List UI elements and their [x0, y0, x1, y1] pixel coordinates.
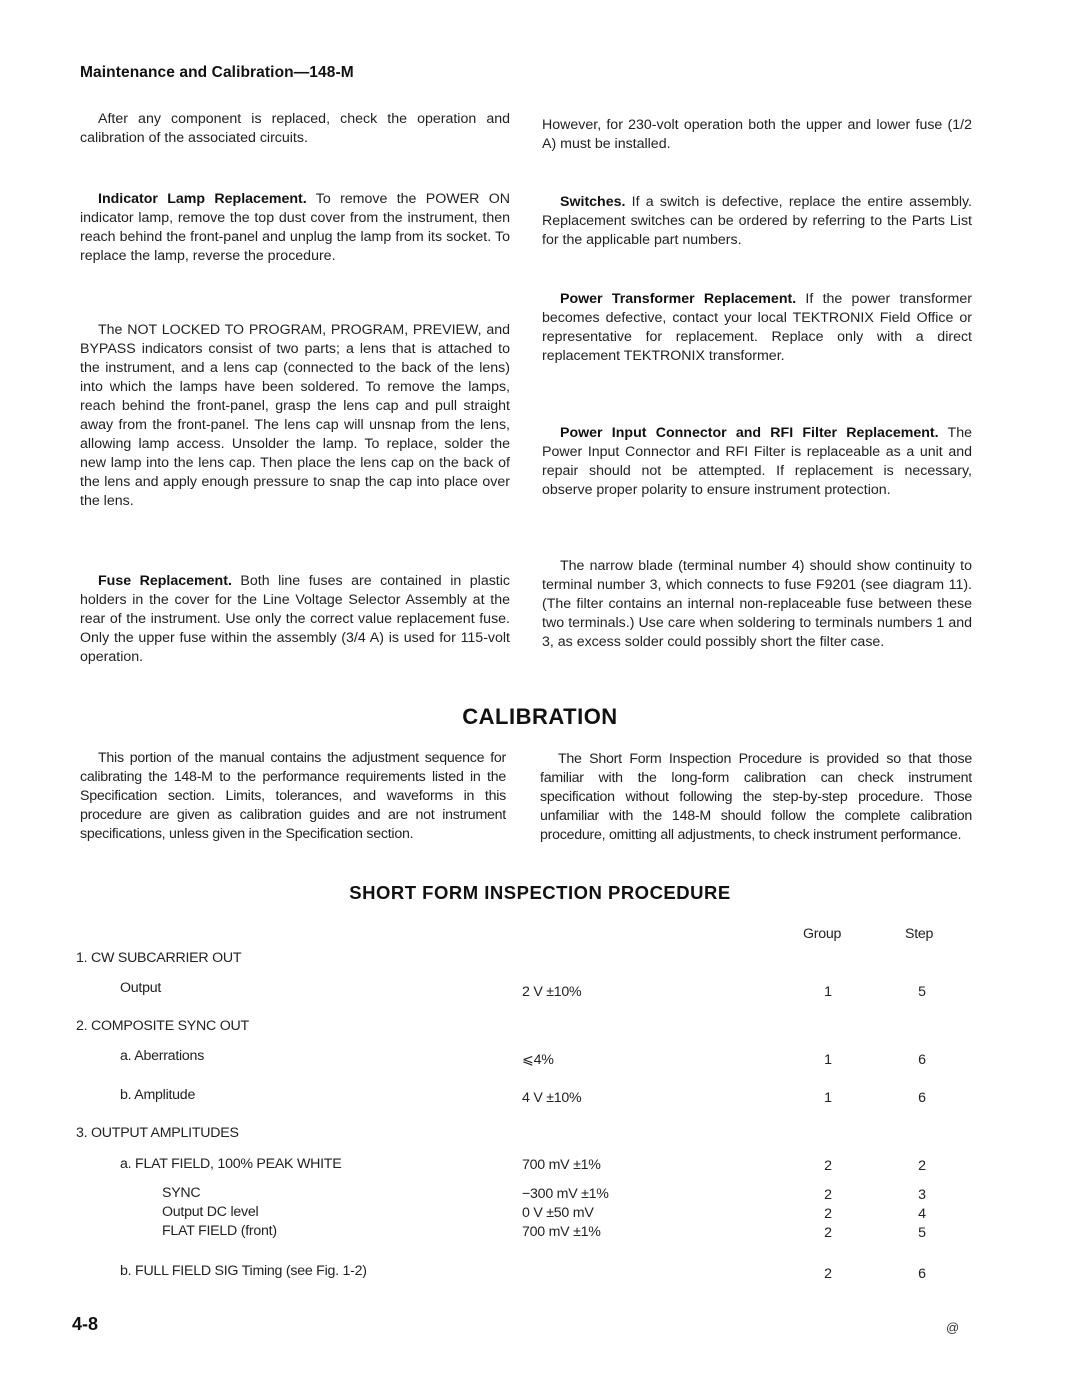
- paragraph-text: However, for 230-volt operation both the upper and lower fuse (1/2 A) must be installed.: [542, 117, 972, 152]
- paragraph-text: The Power Input Connector and RFI Filter is replaceable as a unit and repair should not be attempted. If replacement is necessary, observe proper polarity to ensure instrument protection.: [542, 425, 972, 498]
- paragraph-short-form-intro: [540, 750, 972, 845]
- row-step: 5: [918, 984, 926, 1000]
- paragraph-text: To remove the POWER ON indicator lamp, remove the top dust cover from the instrument, then reach behind the front-panel and unplug the lamp from its socket. To replace the lamp, reverse the procedure.: [80, 191, 510, 264]
- table-row: [0, 1125, 1080, 1143]
- row-spec: −300 mV ±1%: [522, 1186, 609, 1202]
- paragraph-lead: Switches.: [560, 194, 626, 210]
- paragraph-body: [80, 190, 510, 266]
- row-label: Output: [120, 980, 162, 996]
- paragraph-intro: [80, 110, 510, 148]
- row-spec: ⩽4%: [522, 1052, 554, 1068]
- paragraph-lead: Power Input Connector and RFI Filter Replacement.: [560, 425, 939, 441]
- paragraph-text: If a switch is defective, replace the entire assembly. Replacement switches can be ordered by referring to the Parts List for the applicable part numbers.: [542, 194, 972, 248]
- row-label: SYNC: [162, 1185, 201, 1201]
- paragraph-calibration-intro: [80, 749, 506, 844]
- row-group: 2: [824, 1158, 832, 1174]
- paragraph-power-transformer: [542, 290, 972, 366]
- row-step: 4: [918, 1206, 926, 1222]
- running-head: Maintenance and Calibration—148-M: [80, 64, 354, 81]
- paragraph-lead: Fuse Replacement.: [98, 573, 232, 589]
- row-spec: 700 mV ±1%: [522, 1157, 601, 1173]
- paragraph-lead: Power Transformer Replacement.: [560, 291, 797, 307]
- row-step: 2: [918, 1158, 926, 1174]
- table-row: [0, 1048, 1080, 1066]
- row-step: 3: [918, 1187, 926, 1203]
- row-group: 2: [824, 1266, 832, 1282]
- row-spec: 2 V ±10%: [522, 984, 582, 1000]
- row-label: b. FULL FIELD SIG Timing (see Fig. 1-2): [120, 1263, 367, 1279]
- table-row: [0, 1018, 1080, 1036]
- row-group: 2: [824, 1206, 832, 1222]
- row-label: 2. COMPOSITE SYNC OUT: [76, 1018, 249, 1034]
- paragraph-fuse-continued: [542, 116, 972, 154]
- row-group: 2: [824, 1225, 832, 1241]
- paragraph-text: The Short Form Inspection Procedure is provided so that those familiar with the long-form calibration can check instrument specification without following the step-by-step procedure. Those unfamiliar with the 148-M should follow the complete calibration procedure, omitting all adjustments, to check instrument performance.: [540, 751, 972, 843]
- table-row: [0, 1263, 1080, 1281]
- paragraph-text: If the power transformer becomes defective, contact your local TEKTRONIX Field Office or representative for replacement. Replace only with a direct replacement TEKTRONIX transformer.: [542, 291, 972, 364]
- table-row: [0, 1204, 1080, 1222]
- paragraph-lead: Indicator Lamp Replacement.: [98, 191, 307, 207]
- page-number: 4-8: [72, 1314, 99, 1334]
- table-row: [0, 980, 1080, 998]
- table-row: [0, 950, 1080, 968]
- row-label: 1. CW SUBCARRIER OUT: [76, 950, 242, 966]
- table-row: [0, 1156, 1080, 1174]
- paragraph-text: After any component is replaced, check the operation and calibration of the associated circuits.: [80, 111, 510, 146]
- row-group: 1: [824, 984, 832, 1000]
- paragraph-switches: [542, 193, 972, 250]
- paragraph-text: The narrow blade (terminal number 4) should show continuity to terminal number 3, which connects to fuse F9201 (see diagram 11). (The filter contains an internal non-replaceable fuse between these two terminals.) Use care when soldering to terminals numbers 1 and 3, as excess solder could possibly short the filter case.: [542, 558, 972, 650]
- paragraph-text: Both line fuses are contained in plastic holders in the cover for the Line Voltage Selector Assembly at the rear of the instrument. Use only the correct value replacement fuse. Only the upper fuse within the assembly (3/4 A) is used for 115-volt operation.: [80, 573, 510, 665]
- paragraph-rfi-filter: [542, 424, 972, 500]
- paragraph-body: [542, 193, 972, 250]
- row-step: 6: [918, 1090, 926, 1106]
- table-row: [0, 1185, 1080, 1203]
- paragraph-narrow-blade: [542, 557, 972, 652]
- paragraph-body: [542, 424, 972, 500]
- row-label: 3. OUTPUT AMPLITUDES: [76, 1125, 239, 1141]
- column-header-step: Step: [905, 926, 934, 942]
- paragraph-text: This portion of the manual contains the adjustment sequence for calibrating the 148-M to the performance requirements listed in the Specification section. Limits, tolerances, and waveforms in this procedure are given as calibration guides and are not instrument specifications, unless given in the Specification section.: [80, 750, 506, 842]
- column-header-group: Group: [803, 926, 842, 942]
- table-row: [0, 1087, 1080, 1105]
- row-step: 5: [918, 1225, 926, 1241]
- table-row: [0, 1223, 1080, 1241]
- row-spec: 0 V ±50 mV: [522, 1205, 594, 1221]
- footer-mark: @: [946, 1320, 960, 1335]
- row-group: 1: [824, 1052, 832, 1068]
- paragraph-fuse-replacement: [80, 572, 510, 667]
- row-label: a. Aberrations: [120, 1048, 205, 1064]
- row-label: b. Amplitude: [120, 1087, 196, 1103]
- short-form-heading: SHORT FORM INSPECTION PROCEDURE: [349, 882, 731, 903]
- row-label: Output DC level: [162, 1204, 259, 1220]
- paragraph-body: [80, 572, 510, 667]
- row-spec: 4 V ±10%: [522, 1090, 582, 1106]
- paragraph-not-locked: [80, 321, 510, 511]
- paragraph-text: The NOT LOCKED TO PROGRAM, PROGRAM, PREVIEW, and BYPASS indicators consist of two parts; a lens that is attached to the instrument, and a lens cap (connected to the back of the lens) into which the lamps have been soldered. To remove the lamps, reach behind the front-panel, grasp the lens cap and pull straight away from the front-panel. The lens cap will unsnap from the lens, allowing lamp access. Unsolder the lamp. To replace, solder the new lamp into the lens cap. Then place the lens cap on the back of the lens and apply enough pressure to snap the cap into place over the lens.: [80, 322, 510, 509]
- row-group: 2: [824, 1187, 832, 1203]
- calibration-heading: CALIBRATION: [462, 704, 618, 729]
- row-spec: 700 mV ±1%: [522, 1224, 601, 1240]
- row-step: 6: [918, 1266, 926, 1282]
- paragraph-body: [542, 290, 972, 366]
- row-label: a. FLAT FIELD, 100% PEAK WHITE: [120, 1156, 342, 1172]
- row-step: 6: [918, 1052, 926, 1068]
- paragraph-indicator-lamp: [80, 190, 510, 266]
- row-group: 1: [824, 1090, 832, 1106]
- row-label: FLAT FIELD (front): [162, 1223, 277, 1239]
